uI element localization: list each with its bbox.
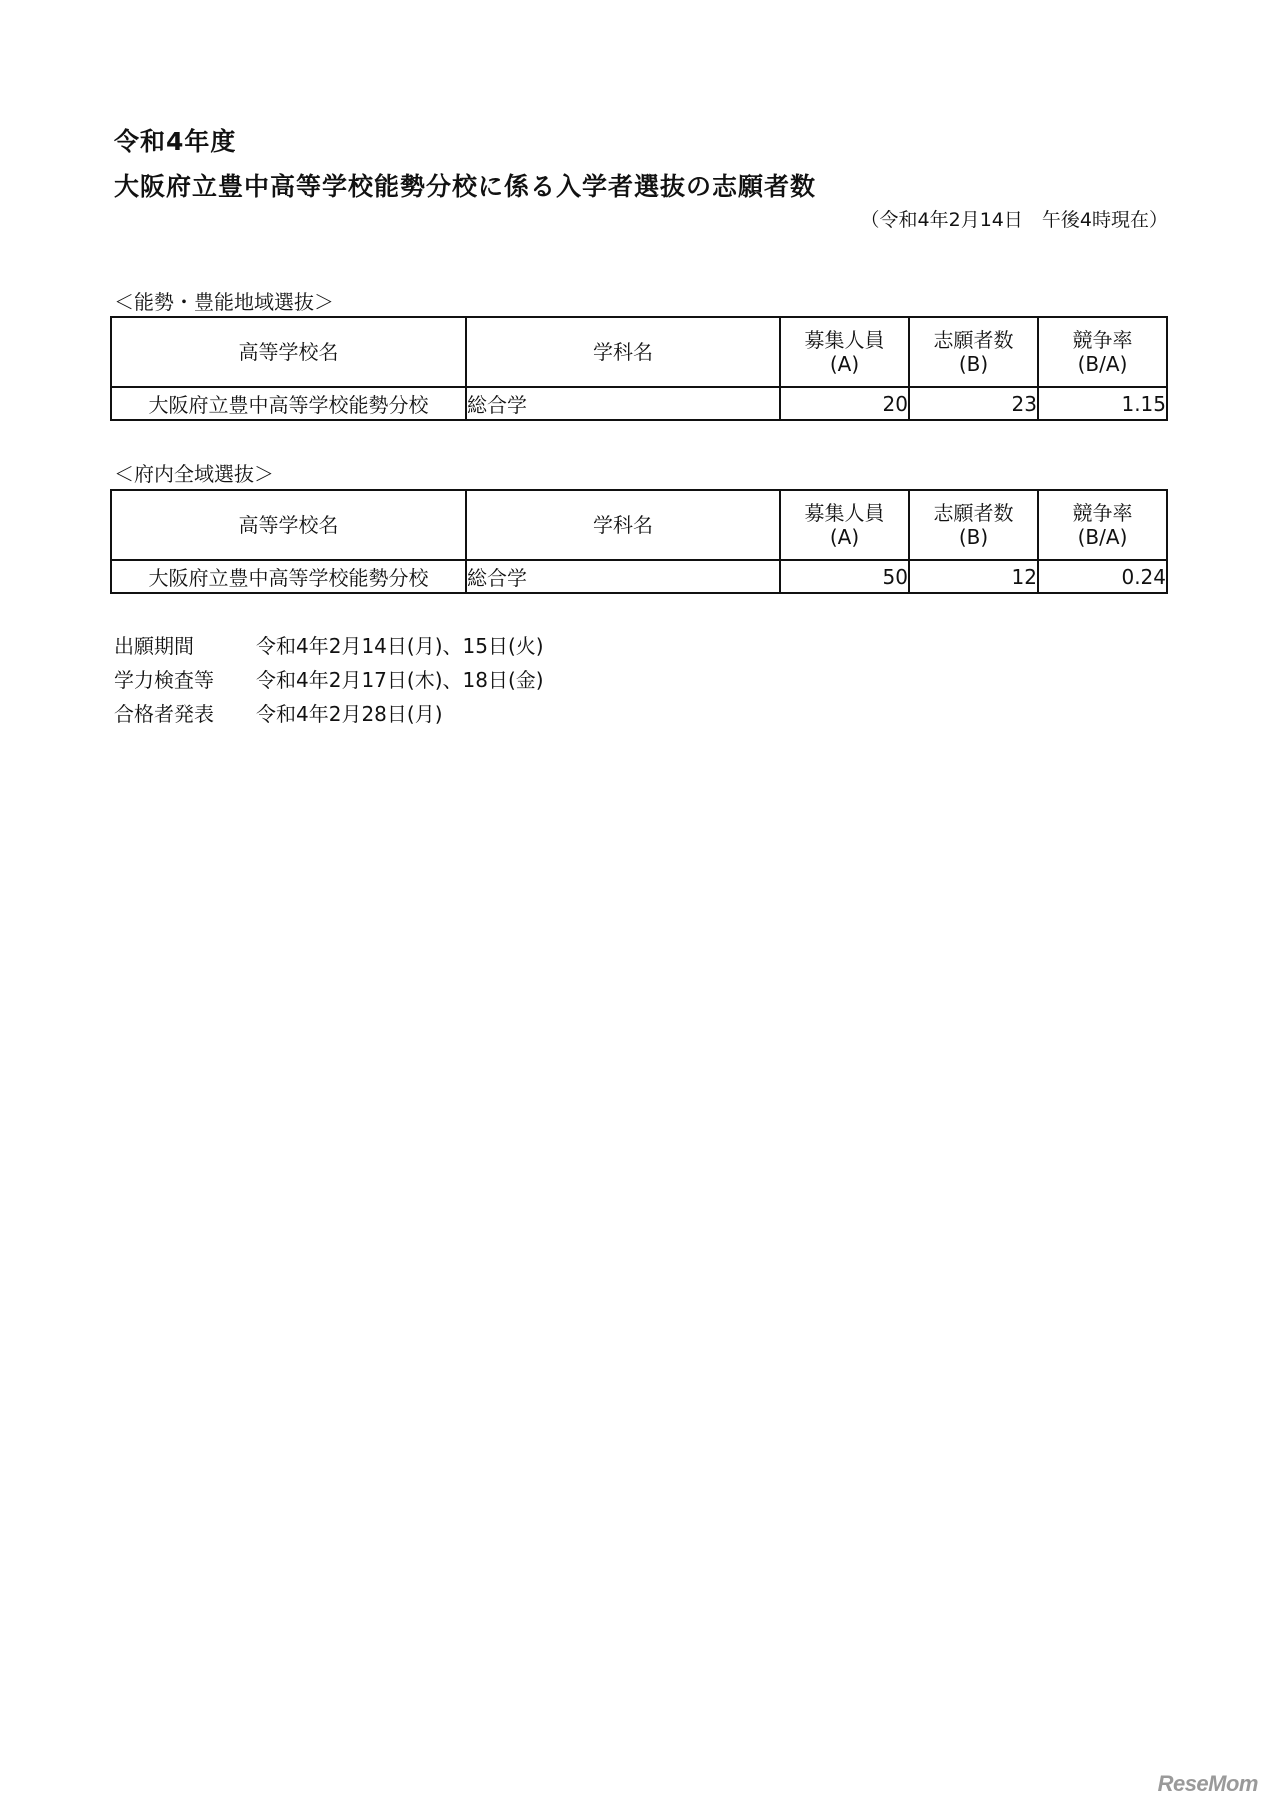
header-applicants-label: 志願者数 xyxy=(933,501,1014,525)
header-capacity-label: 募集人員 xyxy=(804,328,885,352)
header-applicants xyxy=(909,490,1038,560)
header-capacity xyxy=(780,490,909,560)
schedule-row-exam xyxy=(114,661,544,695)
header-ratio-sub: (B/A) xyxy=(1077,525,1128,549)
header-capacity-sub: (A) xyxy=(829,352,860,376)
applicants-table-regional xyxy=(110,316,1168,421)
document-year: 令和4年度 xyxy=(114,127,237,156)
header-school: 高等学校名 xyxy=(111,490,466,560)
header-capacity-label: 募集人員 xyxy=(804,501,885,525)
schedule-label: 出願期間 xyxy=(114,633,194,658)
header-ratio-sub: (B/A) xyxy=(1077,352,1128,376)
schedule-label: 学力検査等 xyxy=(114,667,214,692)
cell-applicants: 23 xyxy=(909,387,1038,420)
schedule-label: 合格者発表 xyxy=(114,701,214,726)
section-label-regional: ＜能勢・豊能地域選抜＞ xyxy=(114,290,334,314)
resemom-watermark-logo: ReseMom xyxy=(1157,1771,1258,1796)
cell-ratio: 1.15 xyxy=(1038,387,1167,420)
schedule-value: 令和4年2月17日(木)、18日(金) xyxy=(256,667,544,692)
header-ratio xyxy=(1038,317,1167,387)
header-applicants-sub: (B) xyxy=(958,525,989,549)
applicants-table-prefecture xyxy=(110,489,1168,594)
header-school: 高等学校名 xyxy=(111,317,466,387)
cell-school: 大阪府立豊中高等学校能勢分校 xyxy=(111,387,466,420)
header-ratio-label: 競争率 xyxy=(1072,501,1133,525)
header-ratio-label: 競争率 xyxy=(1072,328,1133,352)
schedule-row-application xyxy=(114,627,544,661)
cell-ratio: 0.24 xyxy=(1038,560,1167,593)
header-ratio xyxy=(1038,490,1167,560)
header-capacity-sub: (A) xyxy=(829,525,860,549)
document-title: 大阪府立豊中高等学校能勢分校に係る入学者選抜の志願者数 xyxy=(114,172,817,201)
table-row xyxy=(111,387,1167,420)
header-applicants-sub: (B) xyxy=(958,352,989,376)
cell-dept: 総合学 xyxy=(466,387,780,420)
table-header-row xyxy=(111,490,1167,560)
cell-school: 大阪府立豊中高等学校能勢分校 xyxy=(111,560,466,593)
schedule-row-announcement xyxy=(114,695,544,729)
cell-capacity: 50 xyxy=(780,560,909,593)
schedule-list xyxy=(114,627,544,729)
as-of-note: （令和4年2月14日 午後4時現在） xyxy=(860,209,1168,231)
section-label-prefecture: ＜府内全域選抜＞ xyxy=(114,462,274,486)
cell-dept: 総合学 xyxy=(466,560,780,593)
schedule-value: 令和4年2月28日(月) xyxy=(256,701,443,726)
table-header-row xyxy=(111,317,1167,387)
schedule-value: 令和4年2月14日(月)、15日(火) xyxy=(256,633,544,658)
header-applicants-label: 志願者数 xyxy=(933,328,1014,352)
header-applicants xyxy=(909,317,1038,387)
cell-applicants: 12 xyxy=(909,560,1038,593)
cell-capacity: 20 xyxy=(780,387,909,420)
header-dept: 学科名 xyxy=(466,317,780,387)
table-row xyxy=(111,560,1167,593)
header-dept: 学科名 xyxy=(466,490,780,560)
header-capacity xyxy=(780,317,909,387)
